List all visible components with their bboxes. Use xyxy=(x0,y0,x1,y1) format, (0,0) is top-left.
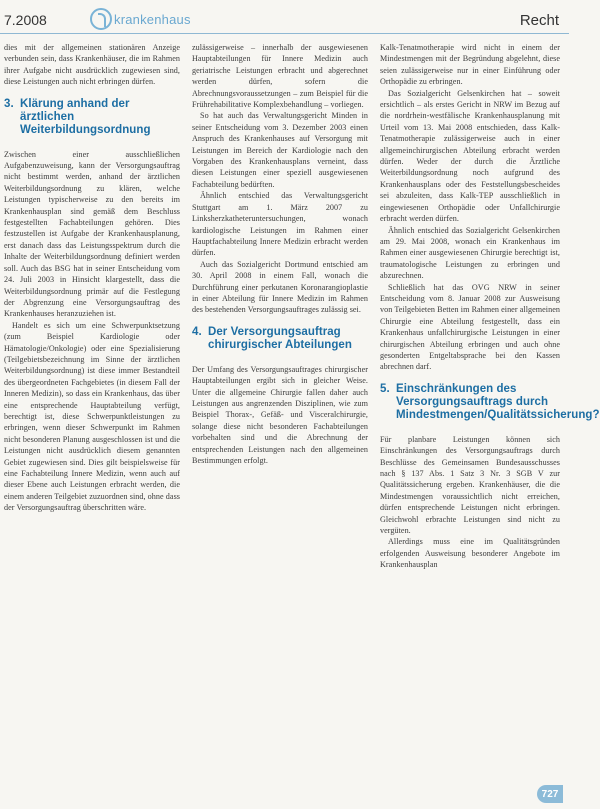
section-heading-3 xyxy=(4,98,180,137)
heading-text: Klärung anhand der ärztlichen Weiterbildungsordnung xyxy=(20,97,151,136)
paragraph: Der Umfang des Versorgungsauftrages chirurgischer Hauptabteilungen ergibt sich in gleicher Weise. Unter die allgemeine Chirurgie fallen daher auch Leistungen aus angrenzenden Disziplinen, wie zum Beispiel Thorax-, Gefäß- und Visceralchirurgie, solange diese nicht besonderen Fachabteilungen vorbehalten sind und die Abrechnung der entsprechenden Leistungen nach den allgemeinen Bestimmungen erfolgt. xyxy=(192,364,368,465)
paragraph: Ähnlich entschied das Sozialgericht Gelsenkirchen am 29. Mai 2008, wonach ein Krankenhaus im Rahmen einer ausgewiesenen Chirurgie berechtigt ist, traumatologische Leistungen zu erbringen und abzurechnen. xyxy=(380,225,560,281)
text-column-1 xyxy=(4,42,180,802)
page-number: 727 xyxy=(537,785,563,803)
heading-text: Einschränkungen des Versorgungsauftrags durch Mindestmengen/Qualitätssicherung? xyxy=(396,382,600,421)
paragraph: Kalk-Tenatmotherapie wird nicht in einem der Mindestmengen mit der Begründung abgelehnt, diese seien zulässigerweise nur in einer Einführung oder Orthopädie zu erbringen. xyxy=(380,43,560,87)
paragraph: Allerdings muss eine im Qualitätsgründen erfolgenden Ausweisung besonderer Angebote im Krankenhausplan xyxy=(380,537,560,570)
paragraph: Handelt es sich um eine Schwerpunktsetzung (zum Beispiel Kardiologie oder Hämatologie/Onkologie) oder eine Spezialisierung (Teilgebietsbezeichnung im Sinne der ärztlichen Weiterbildungsordnung) ist diese immer Bestandteil des übergeordneten Fachgebietes (in diesem Fall der Inneren Medizin), so dass ein Krankenhaus, das über eine entsprechende Hauptabteilung verfügt, berechtigt ist, diese Schwerpunktleistungen zu erbringen, wenn dieser Schwerpunkt im Rahmen nicht besonderen Planung ausgeschlossen ist und die Leistungen nicht ausdrücklich diesem genannten Gebiet zugewiesen sind. Dies gilt beispielsweise für eine Fachabteilung Innere Medizin, wenn auch auf dieser Ebene auch Leistungen erbracht werden, die einem anderen Teilgebiet zuzuordnen sind, ohne dass der Versorgungsauftrag überschritten wäre. xyxy=(4,320,180,513)
heading-number: 5. xyxy=(380,382,390,395)
logo-text: krankenhaus xyxy=(114,11,191,27)
text-column-2 xyxy=(192,42,368,802)
paragraph: zulässigerweise – innerhalb der ausgewiesenen Hauptabteilungen für Innere Medizin auch geriatrische Leistungen erbracht und abgerechnet werden dürfen, sofern die Abrechnungsvoraussetzungen – zum Beispiel für die Frührehabilitative Komplexbehandlung – vorliegen. xyxy=(192,43,368,110)
text-column-3 xyxy=(380,42,600,802)
section-name: Recht xyxy=(519,12,559,29)
paragraph: Zwischen einer ausschließlichen Aufgabenzuweisung, kann der Versorgungsauftrag nicht bestimmt werden, anhand der ärztlichen Weiterbildungsordnung zu klären, welche Leistungen typischerweise zu den bereits im Krankenhausplan sind gemäß dem Beschluss festgestellten Fachabteilungen gehören. Dies festzustellen ist Aufgabe der Krankenhausplanung, erst danach dass das Leistungsspektrum durch die Inhalte der Weiterbildungsordnung definiert werden soll. Auch das BSG hat in seiner Entscheidung vom 24. Juli 2003 in Hinsicht klargestellt, dass die Weiterbildungsordnung primär auf die Festlegung der Abgrenzung eine Versorgungsauftrag des Krankenhauses heranzuziehen ist. xyxy=(4,149,180,319)
paragraph: Schließlich hat das OVG NRW in seiner Entscheidung vom 8. Januar 2008 zur Ausweisung von Teilgebieten Betten im Rahmen einer allgemeinen Chirurgie eine Abteilung festgestellt, dass ein Krankenhaus unfallchirurgische Leistungen in einer chirurgischen Abteilung erbringen und auch ohne gesonderten Entgeltabsprache bei den Kassen abrechnen darf. xyxy=(380,282,560,372)
issue-label: 7.2008 xyxy=(4,12,47,28)
heading-text: Der Versorgungsauftrag chirurgischer Abteilungen xyxy=(208,325,352,351)
paragraph: Ähnlich entschied das Verwaltungsgericht Stuttgart am 1. März 2007 zu Linksherzkatheteruntersuchungen, wonach kardiologische Leistungen im Rahmen einer Hauptfachabteilung Innere Medizin erbracht werden dürfen. xyxy=(192,191,368,258)
paragraph: Auch das Sozialgericht Dortmund entschied am 30. April 2008 in einem Fall, wonach die Durchführung einer perkutanen Koronarangioplastie in einer Abteilung für Innere Medizin im Rahmen des bestehenden Versorgungsauftrages zulässig sei. xyxy=(192,259,368,315)
section-heading-4 xyxy=(192,326,368,352)
journal-logo xyxy=(90,4,191,34)
paragraph: So hat auch das Verwaltungsgericht Minden in seiner Entscheidung vom 3. Dezember 2003 einen Anspruch des Krankenhauses auf Versorgung mit Leistungen im Bereich der Kardiologie nach den Vorgaben des Krankenhausplans verneint, dass diesen Leistungen einer speziell ausgewiesenen Fachabteilung bedürften. xyxy=(192,111,368,189)
section-heading-5 xyxy=(380,382,600,422)
paragraph: Für planbare Leistungen können sich Einschränkungen des Versorgungsauftrags durch Beschlüsse des Gemeinsamen Bundesausschusses nach § 137 Abs. 1 Satz 3 Nr. 3 SGB V zur Qualitätssicherung ergeben. Krankenhäuser, die die Mindestmengen voraussichtlich nicht erreichen, dürfen entsprechende Leistungen nicht erbringen. Gleichwohl erbrachte Leistungen sind nicht zu vergüten. xyxy=(380,434,560,536)
heading-number: 4. xyxy=(192,325,202,338)
logo-icon xyxy=(90,8,112,30)
paragraph: Das Sozialgericht Gelsenkirchen hat – soweit ersichtlich – als erstes Gericht in NRW im Bezug auf die nordrhein-westfälische Krankenhausplanung mit Urteil vom 13. Mai 2008 entschieden, dass Kalk-Tenatmotherapie zulässigerweise auch in einer allgemeinchirurgischen Abteilung erbracht werden dürfen. Weder der durch die Ärztliche Weiterbildungsordnung noch aufgrund des Krankenhausplans oder des Feststellungsbescheides sei abzuleiten, dass Kalk-TEP ausschließlich in eingewiesenen Orthopädie oder Unfallchirurgie erbracht werden dürfen. xyxy=(380,88,560,224)
header-rule xyxy=(0,33,569,34)
page-header xyxy=(0,0,569,40)
heading-number: 3. xyxy=(4,97,14,110)
paragraph: dies mit der allgemeinen stationären Anzeige verbunden sein, dass Krankenhäuser, die im Rahmen ihrer Aufgabe nicht ausdrücklich zugewiesen sind, diese Leistungen auch nicht erbringen dürfen. xyxy=(4,43,180,87)
